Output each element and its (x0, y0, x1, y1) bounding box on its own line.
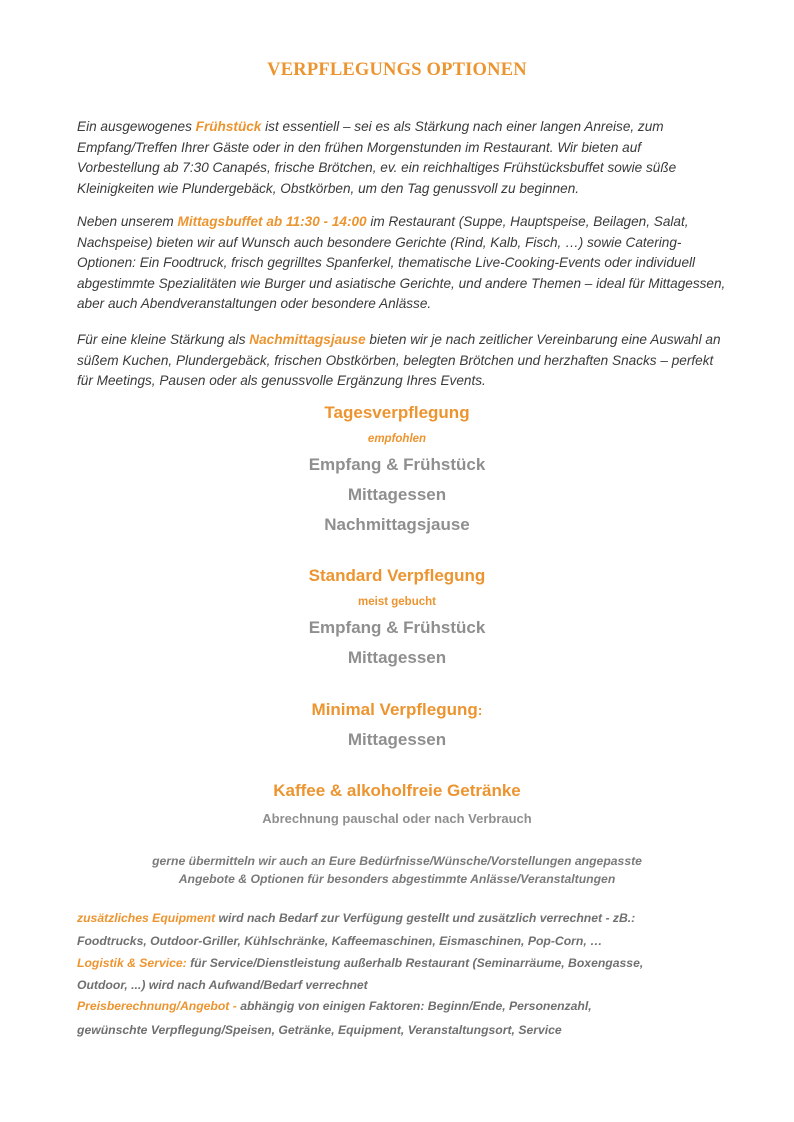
preis-text: abhängig von einigen Faktoren: Beginn/Ende, Personenzahl, (236, 999, 592, 1013)
paragraph-fruehstueck (77, 117, 727, 199)
paragraph-text: Ein ausgewogenes (77, 119, 196, 134)
highlight-nachmittagsjause: Nachmittagsjause (249, 332, 366, 347)
footer-equipment (77, 909, 727, 927)
section-title-minimal (0, 700, 794, 720)
highlight-fruehstueck: Frühstück (195, 119, 262, 134)
menu-item: Empfang & Frühstück (308, 618, 486, 637)
section-title-kaffee: Kaffee & alkoholfreie Getränke (273, 781, 521, 800)
menu-item: Empfang & Frühstück (308, 455, 486, 474)
note-line-1: gerne übermitteln wir auch an Eure Bedürfnisse/Wünsche/Vorstellungen angepasste (152, 854, 642, 868)
section-title-colon: : (477, 702, 483, 718)
menu-item: Mittagessen (347, 730, 447, 749)
equipment-label: zusätzliches Equipment (77, 911, 216, 925)
logistik-label: Logistik & Service: (77, 956, 187, 970)
menu-item: Nachmittagsjause (324, 515, 470, 534)
preis-label: Preisberechnung/Angebot - (77, 999, 237, 1013)
section-title-tagesverpflegung: Tagesverpflegung (324, 403, 470, 422)
equipment-text: wird nach Bedarf zur Verfügung gestellt und zusätzlich verrechnet - zB.: (215, 911, 636, 925)
menu-item: Mittagessen (347, 648, 447, 667)
menu-item: Mittagessen (347, 485, 447, 504)
paragraph-text: ist essentiell – sei es als Stärkung nach einer langen Anreise, zum Empfang/Treffen Ihrer Gäste oder in den frühen Morgenstunden im Restaurant. Wir bieten auf Vorbestellung ab 7:30 Canapés, frische Brötchen, ev. ein reichhaltiges Frühstücksbuffet sowie süße Kleinigkeiten wie Plundergebäck, Obstkörben, um den Tag genussvoll zu beginnen. (77, 119, 677, 196)
paragraph-text: Neben unserem (77, 214, 178, 229)
section-sub-empfohlen: empfohlen (367, 433, 427, 445)
logistik-text: für Service/Dienstleistung außerhalb Restaurant (Seminarräume, Boxengasse, (186, 956, 644, 970)
paragraph-text: bieten wir je nach zeitlicher Vereinbarung eine Auswahl an süßem Kuchen, Plundergebäck, frischen Obstkörben, belegten Brötchen und herzhaften Snacks – perfekt für Meetings, Pausen oder als genussvolle Ergänzung Ihres Events. (77, 332, 721, 389)
section-title-text: Minimal Verpflegung (311, 700, 478, 719)
section-sub-abrechnung: Abrechnung pauschal oder nach Verbrauch (262, 811, 532, 826)
paragraph-nachmittagsjause (77, 330, 727, 392)
footer-logistik (77, 954, 727, 972)
note-line-2: Angebote & Optionen für besonders abgestimmte Anlässe/Veranstaltungen (178, 872, 616, 886)
section-sub-meist-gebucht: meist gebucht (358, 596, 436, 608)
highlight-mittagsbuffet: Mittagsbuffet ab 11:30 - 14:00 (177, 214, 367, 229)
footer-logistik-line2: Outdoor, ...) wird nach Aufwand/Bedarf verrechnet (77, 978, 368, 992)
paragraph-mittagsbuffet (77, 212, 727, 315)
page-title: VERPFLEGUNGS OPTIONEN (267, 60, 527, 80)
footer-equipment-line2: Foodtrucks, Outdoor-Griller, Kühlschränke, Kaffeemaschinen, Eismaschinen, Pop-Corn, … (77, 934, 603, 948)
paragraph-text: Für eine kleine Stärkung als (77, 332, 250, 347)
paragraph-text: im Restaurant (Suppe, Hauptspeise, Beilagen, Salat, Nachspeise) bieten wir auf Wunsch auch besondere Gerichte (Rind, Kalb, Fisch, …) sowie Catering-Optionen: Ein Foodtruck, frisch gegrilltes Spanferkel, thematische Live-Cooking-Events oder individuell abgestimmte Spezialitäten wie Burger und asiatische Gerichte, und andere Themen – ideal für Mittagessen, aber auch Abendveranstaltungen oder besondere Anlässe. (77, 214, 726, 312)
section-title-standard: Standard Verpflegung (308, 566, 486, 585)
footer-preis-line2: gewünschte Verpflegung/Speisen, Getränke, Equipment, Veranstaltungsort, Service (77, 1023, 562, 1037)
note (0, 852, 794, 888)
footer-preis (77, 997, 727, 1015)
